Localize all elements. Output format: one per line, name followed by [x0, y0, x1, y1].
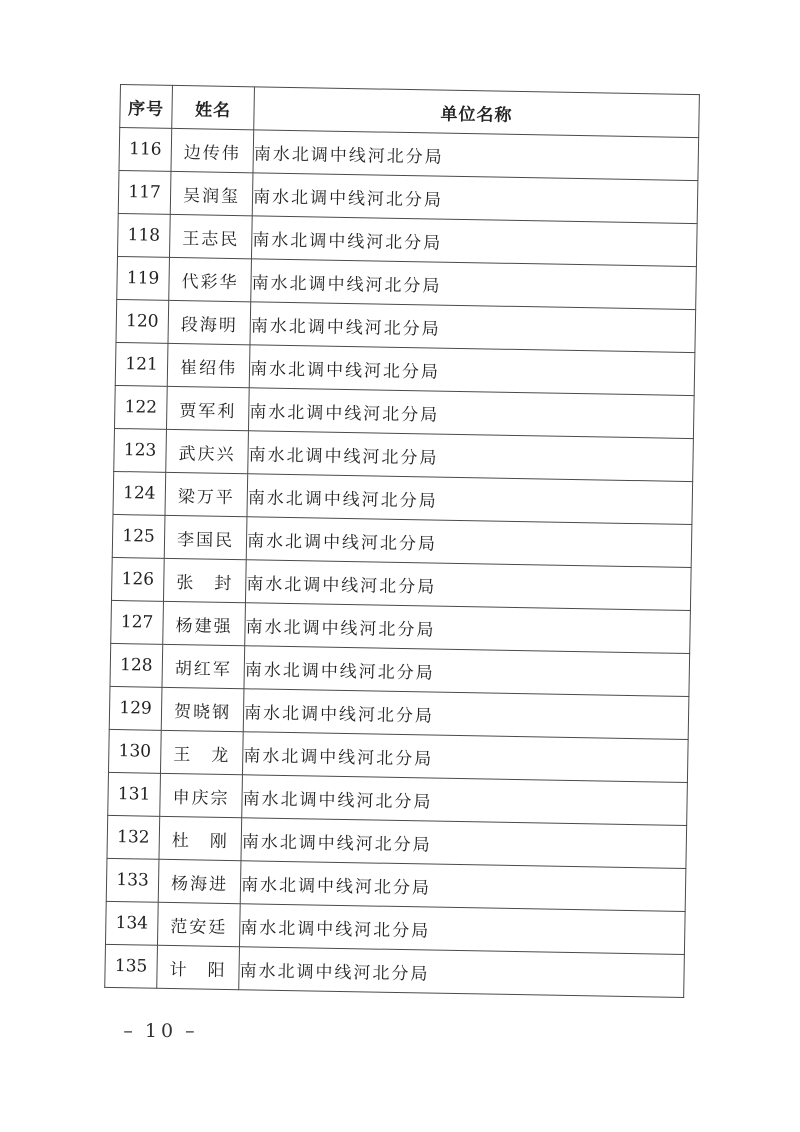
row-serial-number: 130 [108, 729, 161, 773]
row-organization: 南水北调中线河北分局 [240, 861, 686, 912]
row-serial-number: 132 [107, 815, 160, 859]
row-person-name: 计 阳 [157, 945, 240, 989]
row-person-name: 杨建强 [163, 601, 246, 645]
row-serial-number: 122 [114, 385, 167, 429]
row-person-name: 王志民 [169, 214, 252, 258]
page-number-value: 10 [144, 1020, 178, 1042]
row-serial-number: 118 [117, 213, 170, 257]
row-person-name: 边传伟 [171, 128, 254, 172]
row-organization: 南水北调中线河北分局 [247, 474, 693, 525]
row-serial-number: 129 [109, 686, 162, 730]
row-serial-number: 125 [112, 514, 165, 558]
row-organization: 南水北调中线河北分局 [251, 259, 697, 310]
row-person-name: 段海明 [168, 300, 251, 344]
row-serial-number: 119 [117, 256, 170, 300]
row-organization: 南水北调中线河北分局 [241, 818, 687, 869]
page-number-dash-right: – [185, 1020, 199, 1042]
row-person-name: 杜 刚 [159, 816, 242, 860]
row-organization: 南水北调中线河北分局 [253, 130, 699, 181]
row-serial-number: 134 [105, 901, 158, 945]
row-serial-number: 126 [111, 557, 164, 601]
row-organization: 南水北调中线河北分局 [251, 216, 697, 267]
row-person-name: 张 封 [163, 558, 246, 602]
row-organization: 南水北调中线河北分局 [239, 904, 685, 955]
row-organization: 南水北调中线河北分局 [248, 431, 694, 482]
row-person-name: 杨海进 [158, 859, 241, 903]
row-serial-number: 127 [111, 600, 164, 644]
row-person-name: 胡红军 [162, 644, 245, 688]
row-person-name: 武庆兴 [166, 429, 249, 473]
row-serial-number: 116 [119, 128, 172, 172]
header-serial-number: 序号 [120, 85, 173, 129]
page-number-dash-left: – [123, 1020, 137, 1042]
row-serial-number: 120 [116, 299, 169, 343]
row-organization: 南水北调中线河北分局 [242, 775, 688, 826]
row-person-name: 梁万平 [165, 472, 248, 516]
row-person-name: 范安廷 [157, 902, 240, 946]
row-serial-number: 124 [113, 471, 166, 515]
header-name: 姓名 [172, 85, 255, 129]
row-organization: 南水北调中线河北分局 [250, 302, 696, 353]
row-serial-number: 117 [118, 170, 171, 214]
row-person-name: 贺晓钢 [161, 687, 244, 731]
header-organization: 单位名称 [254, 87, 700, 138]
row-person-name: 贾军利 [166, 386, 249, 430]
row-organization: 南水北调中线河北分局 [242, 732, 688, 783]
row-organization: 南水北调中线河北分局 [249, 345, 695, 396]
table-row [105, 944, 685, 997]
roster-table [104, 84, 700, 998]
row-serial-number: 133 [106, 858, 159, 902]
row-organization: 南水北调中线河北分局 [252, 173, 698, 224]
row-person-name: 王 龙 [160, 730, 243, 774]
row-organization: 南水北调中线河北分局 [239, 947, 685, 998]
row-person-name: 崔绍伟 [167, 343, 250, 387]
row-person-name: 吴润玺 [170, 171, 253, 215]
row-organization: 南水北调中线河北分局 [245, 603, 691, 654]
row-person-name: 李国民 [164, 515, 247, 559]
row-serial-number: 121 [115, 342, 168, 386]
row-organization: 南水北调中线河北分局 [246, 517, 692, 568]
table-body [105, 128, 699, 998]
row-organization: 南水北调中线河北分局 [243, 689, 689, 740]
page-number [0, 1020, 322, 1042]
row-organization: 南水北调中线河北分局 [244, 646, 690, 697]
row-person-name: 申庆宗 [160, 773, 243, 817]
row-organization: 南水北调中线河北分局 [245, 560, 691, 611]
row-serial-number: 131 [108, 772, 161, 816]
row-serial-number: 128 [110, 643, 163, 687]
row-serial-number: 123 [114, 428, 167, 472]
row-organization: 南水北调中线河北分局 [248, 388, 694, 439]
row-serial-number: 135 [105, 944, 158, 988]
row-person-name: 代彩华 [169, 257, 252, 301]
